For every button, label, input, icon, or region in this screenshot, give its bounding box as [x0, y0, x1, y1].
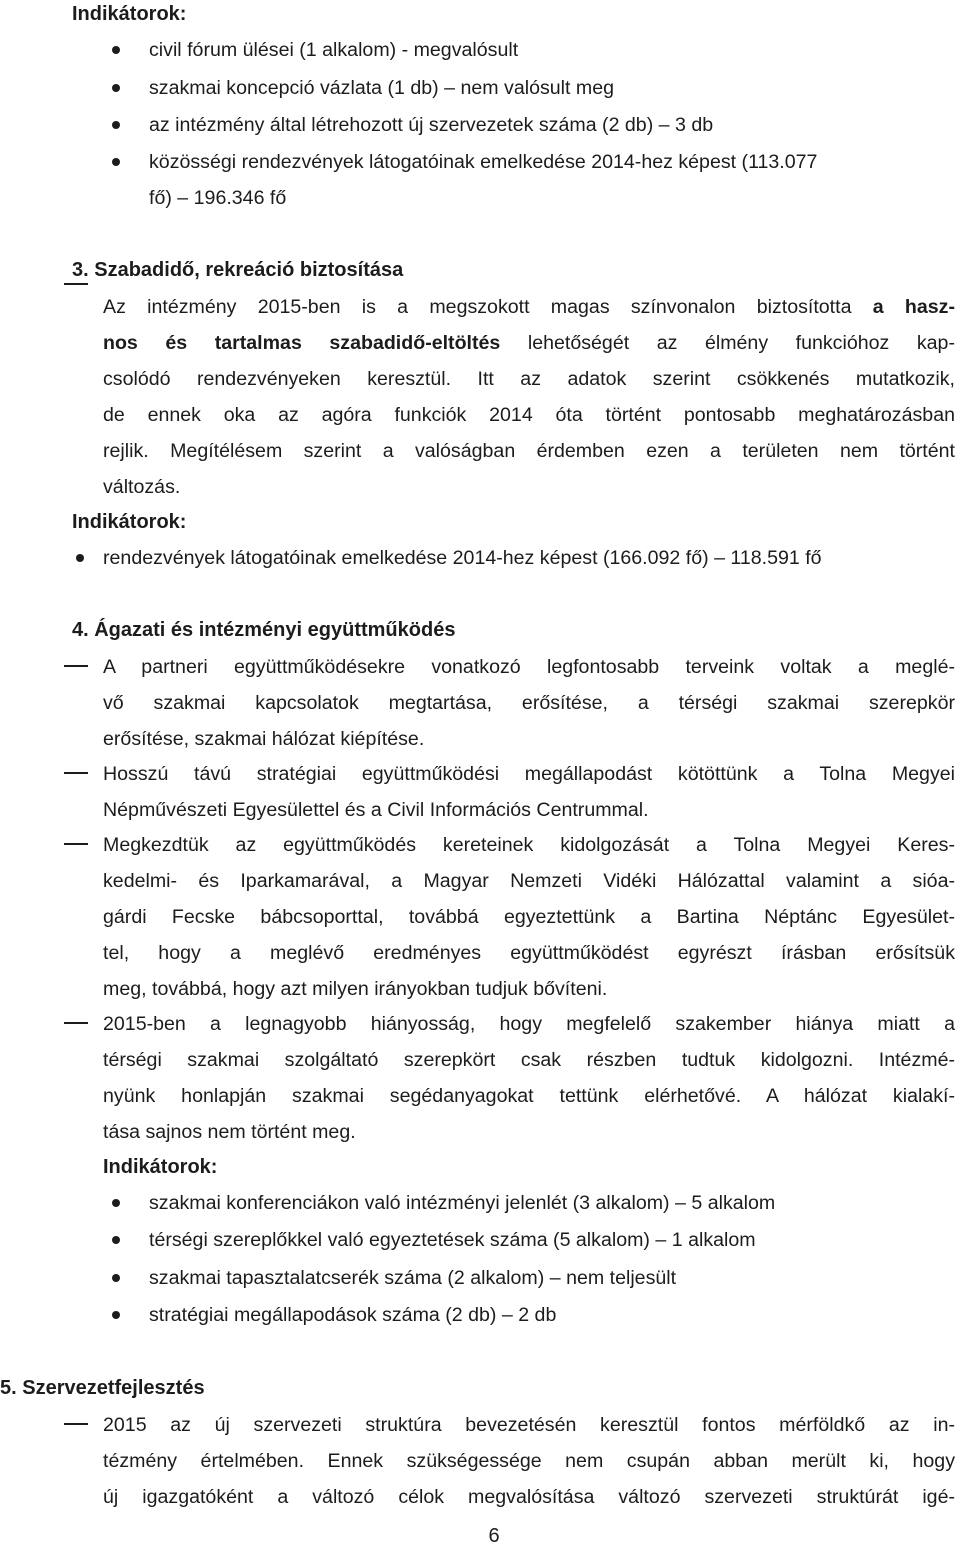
paragraph-line: gárdi Fecske bábcsoporttal, továbbá egyeztettünk a Bartina Néptánc Egyesület-: [103, 906, 955, 928]
paragraph-line: 2015-ben a legnagyobb hiányosság, hogy megfelelő szakember hiánya miatt a: [103, 1013, 955, 1035]
paragraph-line: vő szakmai kapcsolatok megtartása, erősítése, a térségi szakmai szerepkör: [103, 692, 955, 714]
section-title: 5. Szervezetfejlesztés: [0, 1377, 205, 1399]
paragraph-line: erősítése, szakmai hálózat kiépítése.: [103, 728, 425, 750]
paragraph-line: tel, hogy a meglévő eredményes együttműködést egyrészt írásban erősítsük: [103, 942, 955, 964]
indicators-label: Indikátorok:: [103, 1156, 218, 1178]
section-title: 4. Ágazati és intézményi együttműködés: [72, 619, 456, 641]
dash-marker: [64, 283, 88, 285]
bullet-dot: [112, 1236, 120, 1244]
bullet-dot: [112, 158, 120, 166]
dash-marker: [64, 665, 88, 667]
paragraph-line: változás.: [103, 476, 181, 498]
dash-marker: [64, 1022, 88, 1024]
bullet-dot: [112, 46, 120, 54]
paragraph-line: nos és tartalmas szabadidő-eltöltés lehetőségét az élmény funkcióhoz kap-: [103, 332, 955, 354]
bullet-dot: [76, 554, 84, 562]
paragraph-line: térségi szakmai szolgáltató szerepkört csak részben tudtuk kidolgozni. Intézmé-: [103, 1049, 955, 1071]
list-item: közösségi rendezvények látogatóinak emelkedése 2014-hez képest (113.077: [149, 151, 818, 173]
paragraph-line: Megkezdtük az együttműködés kereteinek kidolgozását a Tolna Megyei Keres-: [103, 834, 955, 856]
list-item: térségi szereplőkkel való egyeztetések száma (5 alkalom) – 1 alkalom: [149, 1229, 756, 1251]
dash-marker: [64, 772, 88, 774]
list-item: szakmai tapasztalatcserék száma (2 alkalom) – nem teljesült: [149, 1267, 677, 1289]
paragraph-line: de ennek oka az agóra funkciók 2014 óta történt pontosabb meghatározásban: [103, 404, 955, 426]
indicators-label: Indikátorok:: [72, 511, 187, 533]
list-item-continued: fő) – 196.346 fő: [149, 187, 287, 209]
dash-marker: [64, 843, 88, 845]
list-item: stratégiai megállapodások száma (2 db) – 2 db: [149, 1304, 557, 1326]
paragraph-line: nyünk honlapján szakmai segédanyagokat tettünk elérhetővé. A hálózat kialakí-: [103, 1085, 955, 1107]
bullet-dot: [112, 1274, 120, 1282]
paragraph-line: kedelmi- és Iparkamarával, a Magyar Nemzeti Vidéki Hálózattal valamint a sióa-: [103, 870, 955, 892]
page-number: 6: [488, 1525, 500, 1547]
indicators-label: Indikátorok:: [72, 3, 187, 25]
paragraph-line: új igazgatóként a változó célok megvalósítása változó szervezeti struktúrát igé-: [103, 1486, 955, 1508]
paragraph-line: 2015 az új szervezeti struktúra bevezetésén keresztül fontos mérföldkő az in-: [103, 1414, 955, 1436]
bullet-dot: [112, 121, 120, 129]
section-title: 3. Szabadidő, rekreáció biztosítása: [72, 259, 404, 281]
paragraph-line: rejlik. Megítélésem szerint a valóságban érdemben ezen a területen nem történt: [103, 440, 955, 462]
bullet-dot: [112, 1199, 120, 1207]
paragraph-line: tézmény értelmében. Ennek szükségessége nem csupán abban merült ki, hogy: [103, 1450, 955, 1472]
paragraph-line: Népművészeti Egyesülettel és a Civil Információs Centrummal.: [103, 799, 649, 821]
list-item: rendezvények látogatóinak emelkedése 2014-hez képest (166.092 fő) – 118.591 fő: [103, 547, 822, 569]
paragraph-line: Az intézmény 2015-ben is a megszokott magas színvonalon biztosította a hasz-: [103, 296, 955, 318]
paragraph-line: Hosszú távú stratégiai együttműködési megállapodást kötöttünk a Tolna Megyei: [103, 763, 955, 785]
list-item: az intézmény által létrehozott új szervezetek száma (2 db) – 3 db: [149, 114, 714, 136]
bullet-dot: [112, 84, 120, 92]
list-item: civil fórum ülései (1 alkalom) - megvalósult: [149, 39, 519, 61]
list-item: szakmai konferenciákon való intézményi jelenlét (3 alkalom) – 5 alkalom: [149, 1192, 776, 1214]
paragraph-line: csolódó rendezvényeken keresztül. Itt az adatok szerint csökkenés mutatkozik,: [103, 368, 955, 390]
paragraph-line: A partneri együttműködésekre vonatkozó legfontosabb terveink voltak a meglé-: [103, 656, 955, 678]
paragraph-line: tása sajnos nem történt meg.: [103, 1121, 356, 1143]
bullet-dot: [112, 1311, 120, 1319]
list-item: szakmai koncepció vázlata (1 db) – nem valósult meg: [149, 77, 615, 99]
paragraph-line: meg, továbbá, hogy azt milyen irányokban tudjuk bővíteni.: [103, 978, 608, 1000]
dash-marker: [64, 1423, 88, 1425]
